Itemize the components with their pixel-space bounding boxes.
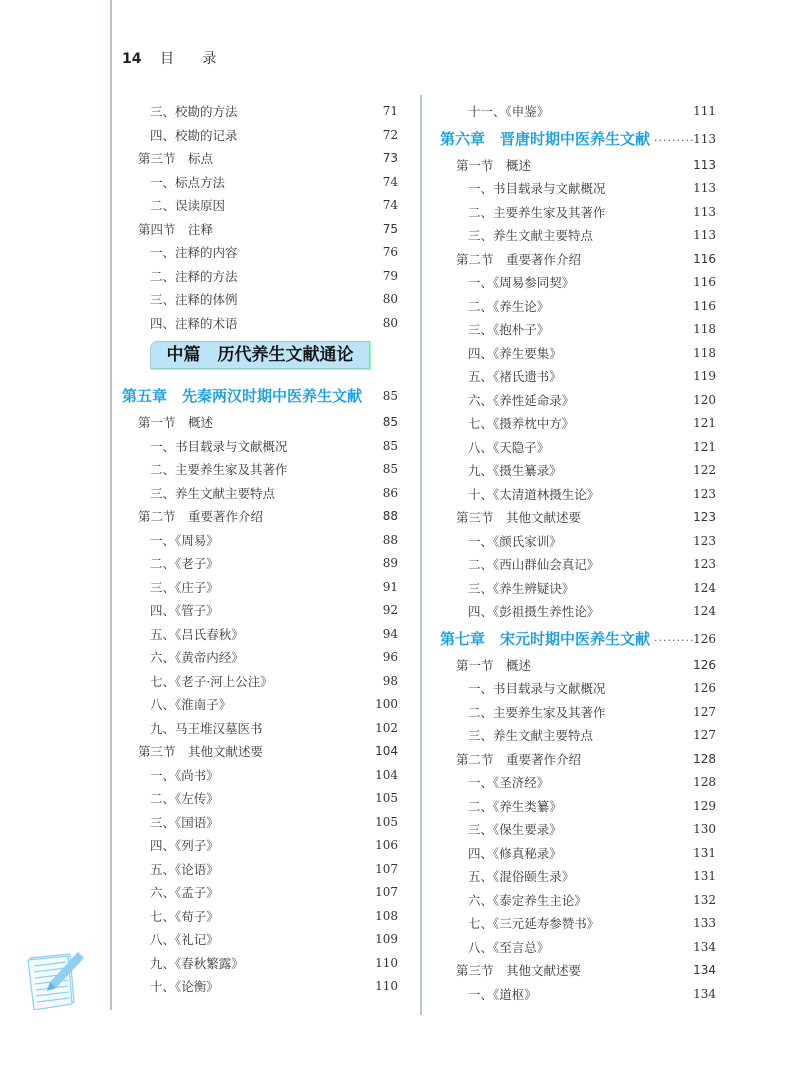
toc-item <box>440 677 716 701</box>
toc-item <box>122 764 398 788</box>
toc-page-number: 116 <box>693 275 716 289</box>
toc-page-number: 106 <box>375 838 398 852</box>
toc-entry-title: 四、校勘的记录 <box>150 127 238 143</box>
toc-item <box>440 436 716 460</box>
toc-entry-title: 第三节 其他文献述要 <box>456 510 582 525</box>
toc-entry-title: 二、《西山群仙会真记》 <box>468 557 600 572</box>
toc-entry-title: 第二节 重要著作介绍 <box>456 751 582 767</box>
toc-item <box>122 312 398 336</box>
toc-item <box>122 623 398 647</box>
toc-entry-title: 一、书目载录与文献概况 <box>150 438 288 454</box>
toc-item <box>440 483 716 507</box>
toc-page-number: 113 <box>693 228 716 242</box>
toc-item <box>440 983 716 1007</box>
toc-item <box>440 701 716 725</box>
toc-entry-title: 二、《养生类纂》 <box>468 798 562 814</box>
toc-item <box>440 724 716 748</box>
toc-item <box>122 576 398 600</box>
toc-page-number: 126 <box>693 631 716 646</box>
toc-item <box>440 553 716 577</box>
toc-item <box>122 552 398 576</box>
toc-item <box>122 171 398 195</box>
toc-section <box>122 740 398 764</box>
toc-entry-title: 二、注释的方法 <box>150 268 238 284</box>
toc-page-number: 80 <box>382 292 398 306</box>
toc-entry-title: 七、《老子·河上公注》 <box>150 673 273 689</box>
toc-page-number: 80 <box>382 315 398 330</box>
toc-entry-title: 五、《论语》 <box>150 861 219 877</box>
leader-dots: ········· <box>654 133 695 147</box>
toc-chapter <box>122 381 398 411</box>
toc-page-number: 89 <box>382 556 398 570</box>
toc-page-number: 76 <box>382 245 398 259</box>
toc-item <box>122 670 398 694</box>
toc-item <box>440 865 716 889</box>
toc-item <box>122 646 398 670</box>
toc-entry-title: 十、《论衡》 <box>150 979 219 994</box>
toc-entry-title: 三、养生文献主要特点 <box>468 728 594 743</box>
toc-section <box>122 411 398 435</box>
toc-entry-title: 八、《礼记》 <box>150 932 219 947</box>
toc-page-number: 131 <box>693 845 716 860</box>
toc-item <box>440 412 716 436</box>
toc-page-number: 127 <box>693 728 716 742</box>
toc-item <box>440 577 716 601</box>
toc-entry-title: 一、《周易参同契》 <box>468 275 575 290</box>
toc-page-number: 85 <box>382 438 398 453</box>
toc-page-number: 123 <box>693 533 716 548</box>
toc-entry-title: 一、《颜氏家训》 <box>468 533 562 549</box>
toc-entry-title: 第七章 宋元时期中医养生文献 <box>440 629 651 648</box>
toc-entry-title: 二、主要养生家及其著作 <box>468 704 606 720</box>
toc-section <box>122 147 398 171</box>
toc-page-number: 100 <box>375 697 398 711</box>
toc-page-number: 72 <box>382 127 398 142</box>
toc-entry-title: 第六章 晋唐时期中医养生文献 <box>440 129 651 148</box>
toc-item <box>440 177 716 201</box>
toc-entry-title: 三、《抱朴子》 <box>468 322 550 337</box>
toc-item <box>440 771 716 795</box>
toc-entry-title: 三、养生文献主要特点 <box>150 485 276 501</box>
toc-page-number: 88 <box>382 532 398 547</box>
toc-item <box>122 241 398 265</box>
toc-entry-title: 八、《至言总》 <box>468 939 550 955</box>
toc-page-number: 94 <box>382 626 398 641</box>
toc-page-number: 104 <box>375 744 398 758</box>
toc-item <box>440 365 716 389</box>
toc-item <box>122 265 398 289</box>
toc-page-number: 73 <box>382 151 398 165</box>
toc-item <box>122 124 398 148</box>
toc-item <box>122 952 398 976</box>
toc-entry-title: 九、马王堆汉墓医书 <box>150 720 263 736</box>
column-divider <box>420 95 422 1015</box>
toc-page-number: 113 <box>693 181 716 195</box>
toc-page-number: 128 <box>693 751 716 766</box>
toc-item <box>440 842 716 866</box>
toc-entry-title: 六、《黄帝内经》 <box>150 650 244 665</box>
toc-item <box>122 100 398 124</box>
toc-page-number: 79 <box>382 268 398 283</box>
toc-entry-title: 七、《摄养枕中方》 <box>468 416 575 431</box>
toc-entry-title: 十一、《申鉴》 <box>468 104 550 119</box>
toc-entry-title: 六、《孟子》 <box>150 885 219 900</box>
toc-page-number: 113 <box>693 157 716 172</box>
toc-section <box>122 505 398 529</box>
toc-item <box>122 811 398 835</box>
toc-page-number: 74 <box>382 174 398 189</box>
toc-entry-title: 一、书目载录与文献概况 <box>468 681 606 696</box>
toc-page-number: 88 <box>382 509 398 523</box>
toc-section <box>440 506 716 530</box>
toc-section <box>440 248 716 272</box>
toc-entry-title: 二、《养生论》 <box>468 298 550 314</box>
toc-entry-title: 第二节 重要著作介绍 <box>456 251 582 267</box>
toc-page-number: 124 <box>693 580 716 595</box>
toc-item <box>122 435 398 459</box>
page-header <box>122 48 228 68</box>
toc-page-number: 134 <box>693 963 716 977</box>
toc-entry-title: 七、《三元延寿参赞书》 <box>468 916 600 931</box>
toc-page-number: 96 <box>382 650 398 664</box>
toc-entry-title: 四、《修真秘录》 <box>468 845 562 861</box>
toc-page-number: 126 <box>693 657 716 672</box>
toc-item <box>440 795 716 819</box>
toc-page-number: 108 <box>375 908 398 923</box>
toc-item <box>122 599 398 623</box>
toc-entry-title: 二、主要养生家及其著作 <box>468 204 606 220</box>
toc-entry-title: 八、《淮南子》 <box>150 697 232 712</box>
toc-page-number: 132 <box>693 892 716 907</box>
notepad-pencil-icon <box>26 950 86 1010</box>
toc-item <box>440 459 716 483</box>
toc-page-number: 118 <box>693 345 716 360</box>
toc-item <box>440 936 716 960</box>
toc-entry-title: 第一节 概述 <box>456 157 532 173</box>
toc-section <box>440 959 716 983</box>
page-number: 14 <box>122 51 142 67</box>
toc-entry-title: 二、主要养生家及其著作 <box>150 462 288 477</box>
toc-entry-title: 二、《左传》 <box>150 791 219 806</box>
leader-dots: ········· <box>654 633 695 647</box>
toc-page-number: 105 <box>375 791 398 805</box>
toc-page-number: 128 <box>693 775 716 789</box>
toc-item <box>440 295 716 319</box>
toc-entry-title: 第三节 标点 <box>138 151 214 166</box>
toc-entry-title: 第二节 重要著作介绍 <box>138 509 264 524</box>
toc-item <box>122 529 398 553</box>
toc-section <box>122 218 398 242</box>
toc-page-number: 74 <box>382 198 398 212</box>
toc-entry-title: 三、校勘的方法 <box>150 104 238 119</box>
toc-entry-title: 一、《周易》 <box>150 532 219 548</box>
toc-entry-title: 第五章 先秦两汉时期中医养生文献 <box>122 387 363 405</box>
toc-page-number: 98 <box>382 673 398 688</box>
toc-page-number: 85 <box>382 415 398 429</box>
toc-item <box>122 975 398 999</box>
toc-page-number: 129 <box>693 798 716 813</box>
toc-item <box>440 912 716 936</box>
toc-entry-title: 三、《庄子》 <box>150 579 219 595</box>
toc-entry-title: 五、《混俗颐生录》 <box>468 869 575 884</box>
part-title: 中篇 历代养生文献通论 <box>150 341 370 369</box>
toc-item <box>122 834 398 858</box>
toc-item <box>122 194 398 218</box>
toc-page-number: 124 <box>693 604 716 618</box>
toc-item <box>440 342 716 366</box>
toc-page-number: 116 <box>693 298 716 313</box>
toc-page-number: 118 <box>693 322 716 336</box>
toc-entry-title: 第一节 概述 <box>138 415 214 430</box>
toc-entry-title: 一、书目载录与文献概况 <box>468 181 606 196</box>
toc-item <box>440 389 716 413</box>
toc-item <box>122 458 398 482</box>
toc-entry-title: 十、《太清道林摄生论》 <box>468 486 600 502</box>
toc-item <box>122 858 398 882</box>
toc-entry-title: 五、《吕氏春秋》 <box>150 626 244 642</box>
toc-entry-title: 六、《泰定养生主论》 <box>468 892 587 908</box>
toc-page-number: 85 <box>382 462 398 476</box>
toc-page-number: 134 <box>693 986 716 1001</box>
toc-item <box>440 224 716 248</box>
toc-entry-title: 三、注释的体例 <box>150 292 238 307</box>
toc-page-number: 113 <box>693 204 716 219</box>
toc-item <box>440 530 716 554</box>
toc-entry-title: 七、《荀子》 <box>150 908 219 924</box>
part-banner <box>122 335 398 381</box>
toc-page-number: 111 <box>693 104 716 118</box>
toc-item <box>440 600 716 624</box>
toc-entry-title: 第三节 其他文献述要 <box>138 744 264 759</box>
toc-section <box>440 748 716 772</box>
toc-entry-title: 四、《管子》 <box>150 603 219 618</box>
toc-entry-title: 二、《老子》 <box>150 556 219 571</box>
toc-page-number: 120 <box>693 392 716 407</box>
toc-entry-title: 四、注释的术语 <box>150 315 238 331</box>
toc-page-number: 104 <box>375 767 398 782</box>
toc-right-column <box>440 100 716 1006</box>
toc-entry-title: 八、《天隐子》 <box>468 439 550 455</box>
toc-page-number: 110 <box>375 979 398 993</box>
page-title: 目 录 <box>159 51 229 67</box>
toc-page-number: 91 <box>382 579 398 594</box>
toc-page-number: 116 <box>693 251 716 266</box>
toc-item <box>440 889 716 913</box>
toc-entry-title: 三、《养生辨疑诀》 <box>468 580 575 596</box>
toc-page-number: 92 <box>382 603 398 617</box>
toc-entry-title: 一、《圣济经》 <box>468 775 550 790</box>
toc-section <box>440 154 716 178</box>
toc-item <box>122 881 398 905</box>
toc-item <box>440 818 716 842</box>
toc-page-number: 123 <box>693 486 716 501</box>
toc-entry-title: 二、误读原因 <box>150 198 226 213</box>
toc-page-number: 123 <box>693 557 716 571</box>
toc-page-number: 122 <box>693 463 716 477</box>
toc-page-number: 107 <box>375 861 398 876</box>
toc-page-number: 133 <box>693 916 716 930</box>
toc-page-number: 121 <box>693 439 716 454</box>
toc-entry-title: 三、《国语》 <box>150 814 219 830</box>
toc-page-number: 110 <box>375 955 398 970</box>
toc-entry-title: 四、《养生要集》 <box>468 345 562 361</box>
toc-entry-title: 第三节 其他文献述要 <box>456 963 582 978</box>
toc-item <box>122 928 398 952</box>
toc-chapter <box>440 624 716 654</box>
toc-entry-title: 九、《摄生纂录》 <box>468 463 562 478</box>
toc-page-number: 86 <box>382 485 398 500</box>
left-margin-rule <box>110 0 112 1010</box>
toc-entry-title: 四、《彭祖摄生养性论》 <box>468 604 600 619</box>
toc-page-number: 71 <box>382 104 398 118</box>
toc-item <box>440 201 716 225</box>
toc-entry-title: 一、注释的内容 <box>150 245 238 260</box>
toc-item <box>122 717 398 741</box>
toc-entry-title: 六、《养性延命录》 <box>468 392 575 408</box>
toc-item <box>122 482 398 506</box>
toc-entry-title: 三、养生文献主要特点 <box>468 228 594 243</box>
toc-entry-title: 一、《道枢》 <box>468 986 537 1002</box>
toc-item <box>122 288 398 312</box>
toc-page-number: 85 <box>382 389 398 403</box>
toc-chapter <box>440 124 716 154</box>
toc-left-column <box>122 100 398 999</box>
toc-page-number: 75 <box>382 221 398 236</box>
toc-page-number: 130 <box>693 822 716 836</box>
toc-item <box>440 318 716 342</box>
toc-entry-title: 一、标点方法 <box>150 174 226 190</box>
toc-page-number: 119 <box>693 369 716 383</box>
toc-page-number: 105 <box>375 814 398 829</box>
toc-page-number: 102 <box>375 720 398 735</box>
toc-page-number: 121 <box>693 416 716 430</box>
toc-entry-title: 一、《尚书》 <box>150 767 219 783</box>
toc-entry-title: 第一节 概述 <box>456 657 532 673</box>
toc-item <box>440 100 716 124</box>
toc-page-number: 126 <box>693 681 716 695</box>
toc-item <box>122 693 398 717</box>
toc-item <box>122 787 398 811</box>
toc-page-number: 127 <box>693 704 716 719</box>
toc-page-number: 131 <box>693 869 716 883</box>
toc-section <box>440 654 716 678</box>
toc-entry-title: 第四节 注释 <box>138 221 214 237</box>
toc-entry-title: 五、《褚氏遗书》 <box>468 369 562 384</box>
toc-entry-title: 四、《列子》 <box>150 838 219 853</box>
toc-page-number: 123 <box>693 510 716 524</box>
toc-page-number: 107 <box>375 885 398 899</box>
toc-entry-title: 三、《保生要录》 <box>468 822 562 837</box>
toc-page-number: 113 <box>693 131 716 146</box>
toc-item <box>440 271 716 295</box>
toc-entry-title: 九、《春秋繁露》 <box>150 955 244 971</box>
toc-page-number: 109 <box>375 932 398 946</box>
toc-item <box>122 905 398 929</box>
toc-page-number: 134 <box>693 939 716 954</box>
